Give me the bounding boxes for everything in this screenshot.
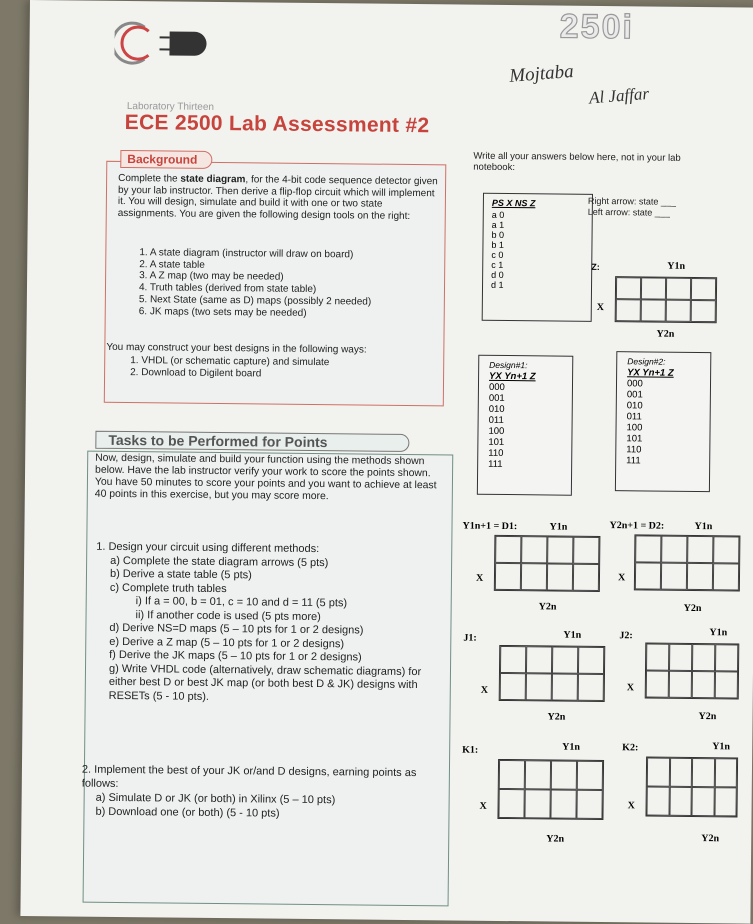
list-item: 4. Truth tables (derived from state table) (139, 282, 439, 297)
lab-sheet (20, 0, 753, 924)
list-item: 1. VHDL (or schematic capture) and simulate (130, 355, 329, 369)
design-2-table (615, 351, 711, 492)
y1n-label: Y1n (562, 742, 580, 753)
list-item: 5. Next State (same as D) maps (possibly 2 needed) (139, 294, 439, 309)
table-row: 011 (627, 411, 710, 423)
design-1-title: Design#1: (489, 360, 572, 372)
task-1 (95, 541, 447, 707)
table-row: 101 (488, 437, 571, 449)
right-arrow-label: Right arrow: state ___ (588, 196, 676, 208)
table-row: 111 (626, 455, 709, 467)
design-2-header: YX Yn+1 Z (627, 367, 710, 379)
tools-list (139, 247, 440, 320)
table-row: c 1 (491, 260, 591, 271)
z-map-label: Z: (591, 262, 600, 272)
list-item: b) Derive a state table (5 pts) (96, 568, 446, 585)
table-row: 010 (627, 400, 710, 412)
list-item: e) Derive a Z map (5 – 10 pts for 1 or 2 designs) (95, 635, 445, 652)
table-row: a 1 (492, 220, 592, 231)
list-item: 2. A state table (139, 259, 439, 274)
y1n-label: Y1n (667, 261, 685, 272)
background-heading: Background (120, 150, 212, 169)
table-row: 100 (488, 426, 571, 438)
y1n-label: Y1n (563, 630, 581, 641)
table-row: 110 (626, 444, 709, 456)
page-title: ECE 2500 Lab Assessment #2 (125, 111, 430, 138)
y2n-label: Y2n (701, 833, 719, 844)
y2n-label: Y2n (539, 601, 557, 612)
list-item: d) Derive NS=D maps (5 – 10 pts for 1 or 2 designs) (95, 622, 445, 639)
table-row: d 0 (491, 270, 591, 281)
table-row: 110 (488, 448, 571, 460)
y2n-label: Y2n (656, 329, 674, 340)
x-label: X (476, 573, 483, 584)
x-label: X (627, 682, 634, 693)
y1n-label: Y1n (712, 741, 730, 752)
task-2 (81, 763, 442, 823)
task-1-heading: 1. Design your circuit using different methods: (96, 541, 446, 558)
d1-label: Y1n+1 = D1: (462, 521, 517, 533)
y1n-label: Y1n (694, 521, 712, 532)
design-1-table (477, 355, 573, 496)
table-row: 001 (627, 389, 710, 401)
j2-map (645, 642, 740, 699)
table-row: 111 (488, 459, 571, 471)
list-item: 6. JK maps (two sets may be needed) (139, 306, 439, 321)
background-text: Complete the state diagram, for the 4-bit code sequence detector given by your lab instructor. Then derive a flip-flop circuit which will implement it. You will design, simulate and build it with one or two state assignments. You are given the following design tools on the right: (118, 173, 438, 222)
table-row: a 0 (492, 210, 592, 221)
list-item: i) If a = 00, b = 01, c = 10 and d = 11 (5 pts) (96, 595, 446, 612)
j2-label: J2: (619, 630, 632, 641)
table-row: 100 (626, 422, 709, 434)
table-row: 000 (489, 382, 572, 394)
y2n-label: Y2n (684, 603, 702, 614)
gate-logo-icon (114, 19, 224, 68)
k1-label: K1: (462, 745, 478, 756)
answers-intro: Write all your answers below here, not in your lab notebook: (473, 151, 713, 176)
table-row: 010 (489, 404, 572, 416)
table-row: 011 (489, 415, 572, 427)
state-table-header: PS X NS Z (492, 198, 592, 209)
handwritten-name-1: Mojtaba (509, 61, 575, 88)
k2-label: K2: (622, 742, 638, 753)
table-row: 101 (626, 433, 709, 445)
construct-list (130, 355, 329, 381)
list-item: 2. Download to Digilent board (130, 367, 329, 381)
construct-text: You may construct your best designs in the following ways: (106, 342, 446, 358)
k2-map (645, 756, 738, 817)
course-number: 250i (560, 8, 635, 48)
j1-label: J1: (463, 633, 476, 644)
list-item: a) Complete the state diagram arrows (5 pts) (96, 554, 446, 571)
x-label: X (480, 801, 487, 812)
left-arrow-label: Left arrow: state ___ (588, 207, 676, 219)
x-label: X (597, 302, 604, 313)
d2-map (634, 534, 741, 591)
state-table (482, 193, 593, 322)
z-map (615, 276, 717, 323)
list-item: f) Derive the JK maps (5 – 10 pts for 1 or 2 designs) (95, 649, 445, 666)
x-label: X (481, 685, 488, 696)
y2n-label: Y2n (546, 833, 564, 844)
x-label: X (628, 800, 635, 811)
table-row: b 1 (491, 240, 591, 251)
y2n-label: Y2n (698, 711, 716, 722)
design-2-title: Design#2: (627, 356, 710, 368)
table-row: b 0 (492, 230, 592, 241)
j1-map (499, 645, 606, 702)
table-row: 001 (489, 393, 572, 405)
y1n-label: Y1n (549, 521, 567, 532)
list-item: 3. A Z map (two may be needed) (139, 271, 439, 286)
y1n-label: Y1n (709, 627, 727, 638)
lab-subtitle: Laboratory Thirteen (127, 101, 214, 113)
d2-label: Y2n+1 = D2: (609, 520, 664, 532)
tasks-heading: Tasks to be Performed for Points (95, 431, 409, 452)
table-row: c 0 (491, 250, 591, 261)
k1-map (497, 759, 604, 820)
list-item: b) Download one (or both) (5 - 10 pts) (81, 805, 441, 823)
list-item: 1. A state diagram (instructor will draw on board) (139, 247, 439, 262)
design-1-header: YX Yn+1 Z (489, 371, 572, 383)
y2n-label: Y2n (547, 711, 565, 722)
task-2-heading: 2. Implement the best of your JK or/and D designs, earning points as follows: (82, 763, 442, 795)
list-item: g) Write VHDL code (alternatively, draw schematic diagrams) for either best D or best JK map (or both best D & JK) designs with RESETs (5 - 10 pts). (95, 662, 445, 706)
table-row: d 1 (491, 280, 591, 291)
tasks-intro: Now, design, simulate and build your function using the methods shown below. Have the lab instructor verify your work to score the points shown. You have 50 minutes to score your points and you want to achieve at least 40 points in this exercise, but you may score more. (95, 453, 447, 505)
table-row: 000 (627, 378, 710, 390)
list-item: c) Complete truth tables (96, 581, 446, 598)
handwritten-name-2: Al Jaffar (588, 84, 649, 109)
d1-map (494, 535, 601, 592)
arrow-legend (588, 196, 676, 219)
x-label: X (618, 572, 625, 583)
list-item: a) Simulate D or JK (or both) in Xilinx (5 – 10 pts) (82, 791, 442, 809)
list-item: ii) If another code is used (5 pts more) (95, 608, 445, 625)
